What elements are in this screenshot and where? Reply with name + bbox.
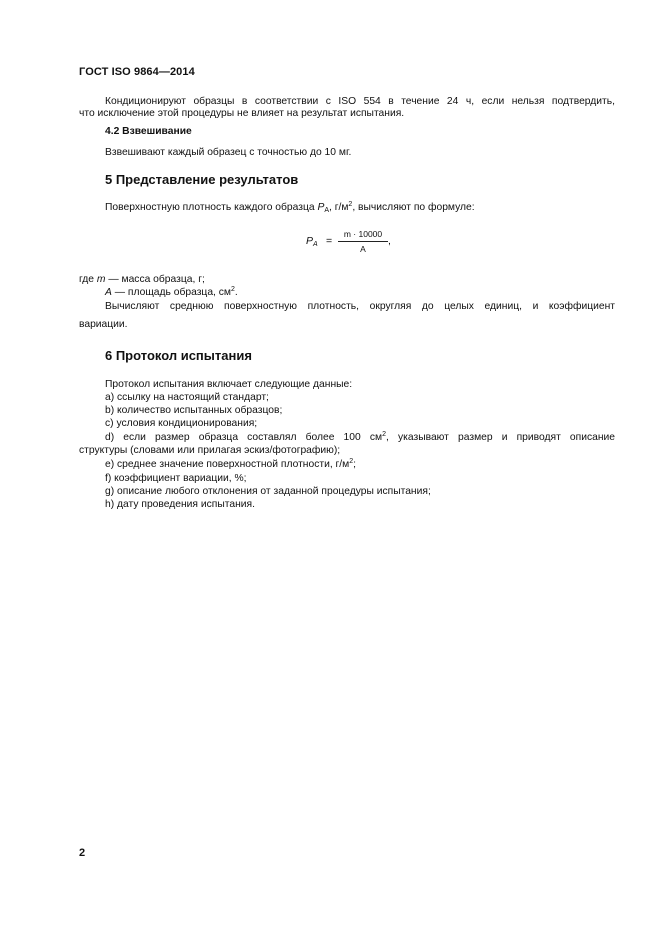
- formula-lhs: [306, 235, 318, 247]
- formula-numerator: m · 10000: [343, 229, 383, 239]
- item-e-exp: 2: [349, 458, 354, 465]
- where-m-symbol: m: [96, 274, 106, 285]
- section-6-intro: Протокол испытания включает следующие данные:: [105, 379, 353, 390]
- calc-text-1: Вычисляют среднюю поверхностную плотность, округляя до целых единиц, и коэффициент: [105, 301, 615, 312]
- where-a-line: [105, 285, 238, 300]
- where-a-end: .: [234, 287, 238, 298]
- section-5-intro: [105, 200, 475, 215]
- calc-line-1: [105, 299, 615, 314]
- item-e-post: ;: [353, 459, 357, 470]
- item-d-pre: d) если размер образца составлял более 100 см: [105, 432, 383, 443]
- formula-comma: ,: [388, 235, 391, 247]
- formula-p-sub: A: [313, 241, 318, 248]
- formula-p: P: [306, 235, 314, 247]
- page-number: 2: [79, 847, 86, 859]
- standard-header: ГОСТ ISO 9864—2014: [79, 66, 195, 78]
- protocol-item-d-line-2: структуры (словами или прилагая эскиз/фотографию);: [79, 445, 341, 456]
- protocol-item-b: b) количество испытанных образцов;: [105, 405, 283, 416]
- item-d-post: , указывают размер и приводят описание: [386, 432, 616, 443]
- section-4-2-text: Взвешивают каждый образец с точностью до 10 мг.: [105, 147, 352, 158]
- where-a-symbol: A: [105, 287, 112, 298]
- unit-exp: 2: [348, 201, 353, 208]
- where-a-text: — площадь образца, см: [111, 287, 232, 298]
- protocol-item-f: f) коэффициент вариации, %;: [105, 473, 247, 484]
- formula-equals: =: [326, 235, 333, 247]
- formula-denominator: A: [360, 244, 366, 254]
- protocol-item-h: h) дату проведения испытания.: [105, 499, 255, 510]
- protocol-item-e: [105, 457, 356, 472]
- intro-text-1: Кондиционируют образцы в соответствии с ISO 554 в течение 24 ч, если нельзя подтвердить,: [105, 96, 615, 107]
- section-5-heading: 5 Представление результатов: [105, 172, 299, 187]
- fraction-bar: [338, 241, 388, 242]
- s5-intro-after: , вычисляют по формуле:: [352, 202, 475, 213]
- where-prefix: где: [79, 274, 97, 285]
- where-m-text: — масса образца, г;: [105, 274, 205, 285]
- symbol-a-sub: A: [324, 207, 329, 214]
- s5-intro-before: Поверхностную плотность каждого образца: [105, 202, 318, 213]
- item-e-pre: е) среднее значение поверхностной плотности, г/м: [105, 459, 350, 470]
- protocol-item-a: а) ссылку на настоящий стандарт;: [105, 392, 269, 403]
- section-6-heading: 6 Протокол испытания: [105, 348, 252, 363]
- intro-line-2: что исключение этой процедуры не влияет на результат испытания.: [79, 108, 405, 119]
- where-a-exp: 2: [231, 286, 235, 293]
- formula-fraction: [338, 229, 388, 255]
- protocol-item-c: с) условия кондиционирования;: [105, 418, 258, 429]
- calc-line-2: вариации.: [79, 319, 128, 330]
- section-4-2-heading: 4.2 Взвешивание: [105, 126, 192, 137]
- symbol-p: P: [317, 202, 325, 213]
- protocol-item-g: g) описание любого отклонения от заданной процедуры испытания;: [105, 486, 431, 497]
- unit-text: , г/м: [329, 202, 349, 213]
- item-d-exp: 2: [382, 431, 386, 438]
